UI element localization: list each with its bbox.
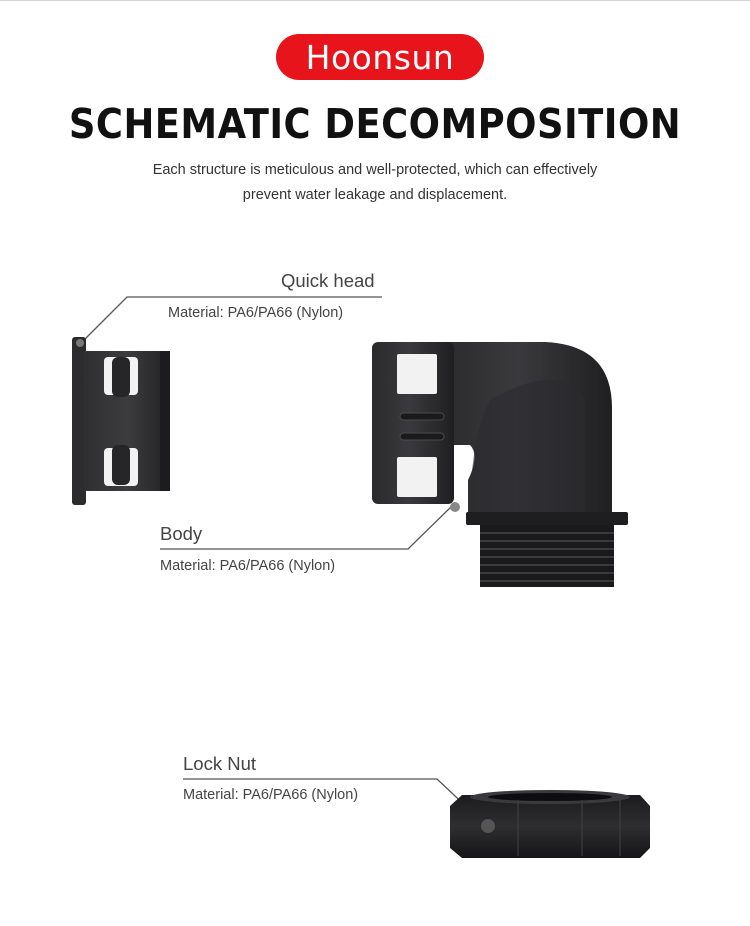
subtitle-line-1: Each structure is meticulous and well-protected, which can effectively <box>152 162 598 178</box>
part-label-lock-nut: Lock Nut <box>183 753 257 774</box>
page-title: SCHEMATIC DECOMPOSITION <box>68 100 682 148</box>
part-material-body: Material: PA6/PA66 (Nylon) <box>160 558 336 574</box>
part-material-quick-head: Material: PA6/PA66 (Nylon) <box>168 305 344 321</box>
leader-line-body <box>160 505 453 549</box>
part-label-quick-head: Quick head <box>281 270 375 291</box>
lock-nut-part <box>450 790 650 858</box>
brand-logo-text: Hoonsun <box>305 37 455 77</box>
part-label-body: Body <box>160 523 203 544</box>
body-part <box>372 342 628 587</box>
quick-head-part <box>72 337 170 505</box>
subtitle-line-2: prevent water leakage and displacement. <box>242 187 508 203</box>
part-material-lock-nut: Material: PA6/PA66 (Nylon) <box>183 787 359 803</box>
